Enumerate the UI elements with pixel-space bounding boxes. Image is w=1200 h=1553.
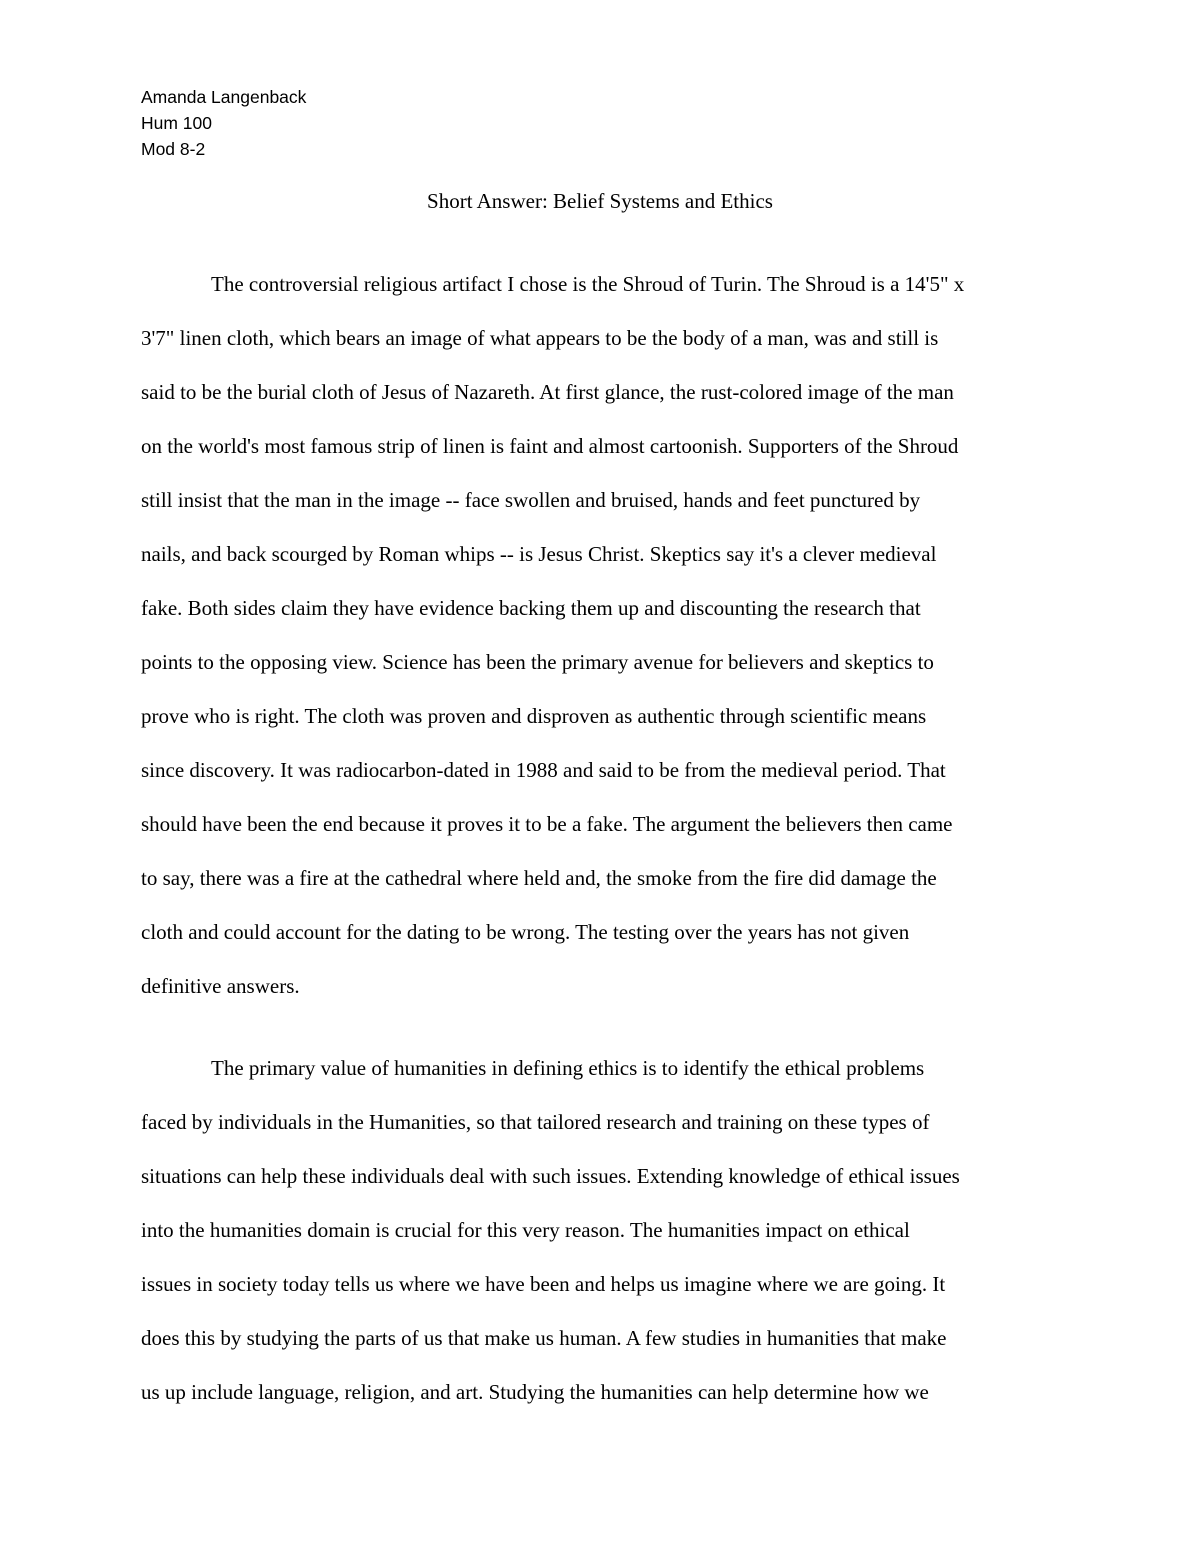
paragraph-line: faced by individuals in the Humanities, so that tailored research and training on these types of: [141, 1110, 930, 1134]
document-header: [141, 84, 306, 162]
paragraph-line: still insist that the man in the image -- face swollen and bruised, hands and feet punctured by: [141, 488, 921, 512]
author-name: Amanda Langenback: [141, 87, 307, 107]
paragraph-line: The primary value of humanities in defining ethics is to identify the ethical problems: [211, 1056, 925, 1080]
paragraph-line: on the world's most famous strip of linen is faint and almost cartoonish. Supporters of the Shroud: [141, 434, 959, 458]
paragraph-line: cloth and could account for the dating to be wrong. The testing over the years has not given: [141, 920, 910, 944]
paragraph-line: issues in society today tells us where we have been and helps us imagine where we are going. It: [141, 1272, 946, 1296]
paragraph-line: into the humanities domain is crucial for this very reason. The humanities impact on ethical: [141, 1218, 910, 1242]
paragraph-line: nails, and back scourged by Roman whips -- is Jesus Christ. Skeptics say it's a clever medieval: [141, 542, 937, 566]
paragraph-line: does this by studying the parts of us that make us human. A few studies in humanities that make: [141, 1326, 947, 1350]
paragraph-line: should have been the end because it proves it to be a fake. The argument the believers then came: [141, 812, 953, 836]
paragraph-line: 3'7" linen cloth, which bears an image of what appears to be the body of a man, was and still is: [141, 326, 939, 350]
paragraph-line: to say, there was a fire at the cathedral where held and, the smoke from the fire did damage the: [141, 866, 937, 890]
paragraph-line: points to the opposing view. Science has been the primary avenue for believers and skeptics to: [141, 650, 934, 674]
paragraph-line: prove who is right. The cloth was proven and disproven as authentic through scientific means: [141, 704, 927, 728]
paragraph-line: fake. Both sides claim they have evidence backing them up and discounting the research that: [141, 596, 921, 620]
paragraph-line: definitive answers.: [141, 974, 300, 998]
paragraph-line: since discovery. It was radiocarbon-dated in 1988 and said to be from the medieval period. That: [141, 758, 946, 782]
paragraph-line: situations can help these individuals deal with such issues. Extending knowledge of ethical issues: [141, 1164, 960, 1188]
paragraph-line: The controversial religious artifact I chose is the Shroud of Turin. The Shroud is a 14'5" x: [211, 272, 965, 296]
assignment-name: Mod 8-2: [141, 139, 206, 159]
paragraph-line: us up include language, religion, and art. Studying the humanities can help determine how we: [141, 1380, 929, 1404]
paragraph-line: said to be the burial cloth of Jesus of Nazareth. At first glance, the rust-colored image of the man: [141, 380, 954, 404]
document-title: Short Answer: Belief Systems and Ethics: [427, 189, 773, 213]
course-name: Hum 100: [141, 113, 213, 133]
